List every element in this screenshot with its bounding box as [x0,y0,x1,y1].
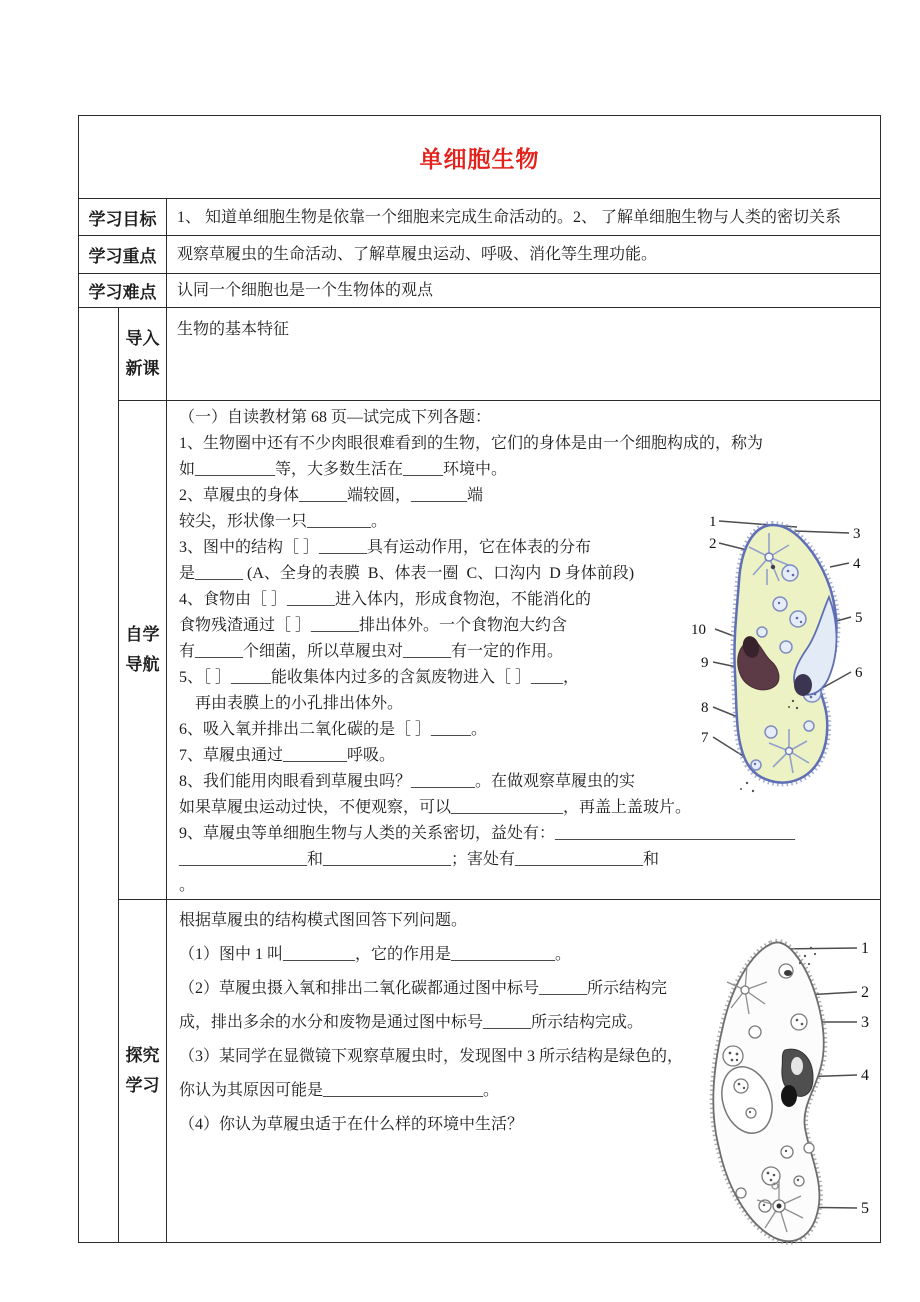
inquiry-label-line1: 探究 [125,1046,160,1065]
goals-content: 1、 知道单细胞生物是依靠一个细胞来完成生命活动的。2、 了解单细胞生物与人类的密切关系 [177,208,842,226]
goals-label: 学习目标 [88,209,157,229]
label-9: 9 [701,655,709,671]
text-line: 食物残渣通过［ ］______排出体外。一个食物泡大约含 [179,617,568,634]
self-study-label-line1: 自学 [125,625,160,644]
label-3: 3 [861,1014,869,1031]
text-line: 4、食物由［ ］______进入体内，形成食物泡，不能消化的 [179,591,592,608]
title-cell [79,116,881,199]
worksheet-table [78,115,881,1243]
text-line: （1）图中 1 叫_________，它的作用是_____________。 [179,946,572,963]
text-line: （2）草履虫摄入氧和排出二氧化碳都通过图中标号______所示结构完 [179,980,668,997]
label-3: 3 [853,526,861,542]
text-line: 成，排出多余的水分和废物是通过图中标号______所示结构完成。 [179,1014,644,1031]
label-8: 8 [701,700,709,716]
goals-label-cell [79,199,167,236]
text-line: （一）自读教材第 68 页—试完成下列各题： [179,409,492,426]
label-5: 5 [861,1200,869,1217]
text-line: 再由表膜上的小孔排出体外。 [179,695,404,712]
page-title: 单细胞生物 [419,146,540,172]
text-line: 较尖，形状像一只________。 [179,513,388,530]
difficulty-content-cell [167,274,881,308]
paramecium-sketch-figure [689,938,889,1248]
label-2: 2 [709,536,717,552]
difficulty-label: 学习难点 [88,283,157,302]
text-line: 如果草履虫运动过快，不便观察，可以______________，再盖上盖玻片。 [179,799,692,816]
text-line: 根据草履虫的结构模式图回答下列问题。 [179,912,468,929]
text-line: 2、草履虫的身体______端较圆，_______端 [179,487,484,504]
intro-content-cell [167,308,881,401]
text-line: 有______个细菌，所以草履虫对______有一定的作用。 [179,643,564,660]
label-10: 10 [691,622,706,638]
paramecium-color-figure [689,505,881,795]
label-6: 6 [855,665,863,681]
text-line: 你认为其原因可能是____________________。 [179,1082,500,1099]
focus-label-cell [79,236,167,274]
goals-content-cell [167,199,881,236]
text-line: 。 [179,877,196,894]
text-line: 6、吸入氧并排出二氧化碳的是［ ］_____。 [179,721,488,738]
self-study-label-cell [119,401,167,900]
intro-label-cell [119,308,167,401]
text-line: 5、［ ］_____能收集体内过多的含氮废物进入［ ］____， [179,669,580,686]
inquiry-content-cell [167,900,881,1243]
label-2: 2 [861,984,869,1001]
label-1: 1 [861,940,869,957]
text-line: 8、我们能用肉眼看到草履虫吗？________。在做观察草履虫的实 [179,773,636,790]
text-line: 9、草履虫等单细胞生物与人类的关系密切，益处有：______________________________ [179,825,796,842]
difficulty-label-cell [79,274,167,308]
self-study-content-cell [167,401,881,900]
label-1: 1 [709,514,717,530]
text-line: ________________和________________；害处有________________和 [179,851,660,868]
label-4: 4 [853,556,861,572]
spacer-column [79,308,119,1243]
text-line: （3）某同学在显微镜下观察草履虫时，发现图中 3 所示结构是绿色的， [179,1048,684,1065]
text-line: 如__________等，大多数生活在_____环境中。 [179,461,508,478]
text-line: （4）你认为草履虫适于在什么样的环境中生活？ [179,1116,524,1133]
self-study-label-line2: 导航 [125,655,160,674]
intro-label-line2: 新课 [125,359,160,378]
intro-label-line1: 导入 [125,329,160,348]
text-line: 1、生物圈中还有不少肉眼很难看到的生物，它们的身体是由一个细胞构成的，称为 [179,435,764,452]
label-5: 5 [855,610,863,626]
focus-content-cell [167,236,881,274]
inquiry-label-line2: 学习 [125,1076,160,1095]
text-line: 3、图中的结构［ ］______具有运动作用，它在体表的分布 [179,539,592,556]
label-7: 7 [701,730,709,746]
intro-content: 生物的基本特征 [177,321,290,338]
figure2-labels [861,940,869,1217]
inquiry-label-cell [119,900,167,1243]
focus-label: 学习重点 [88,247,157,266]
difficulty-content: 认同一个细胞也是一个生物体的观点 [177,282,434,299]
text-line: 是______ (A、全身的表膜 B、体表一圈 C、口沟内 D 身体前段) [179,565,635,582]
label-4: 4 [861,1067,869,1084]
specks [740,782,754,792]
text-line: 7、草履虫通过________呼吸。 [179,747,396,764]
focus-content: 观察草履虫的生命活动、了解草履虫运动、呼吸、消化等生理功能。 [177,246,658,263]
